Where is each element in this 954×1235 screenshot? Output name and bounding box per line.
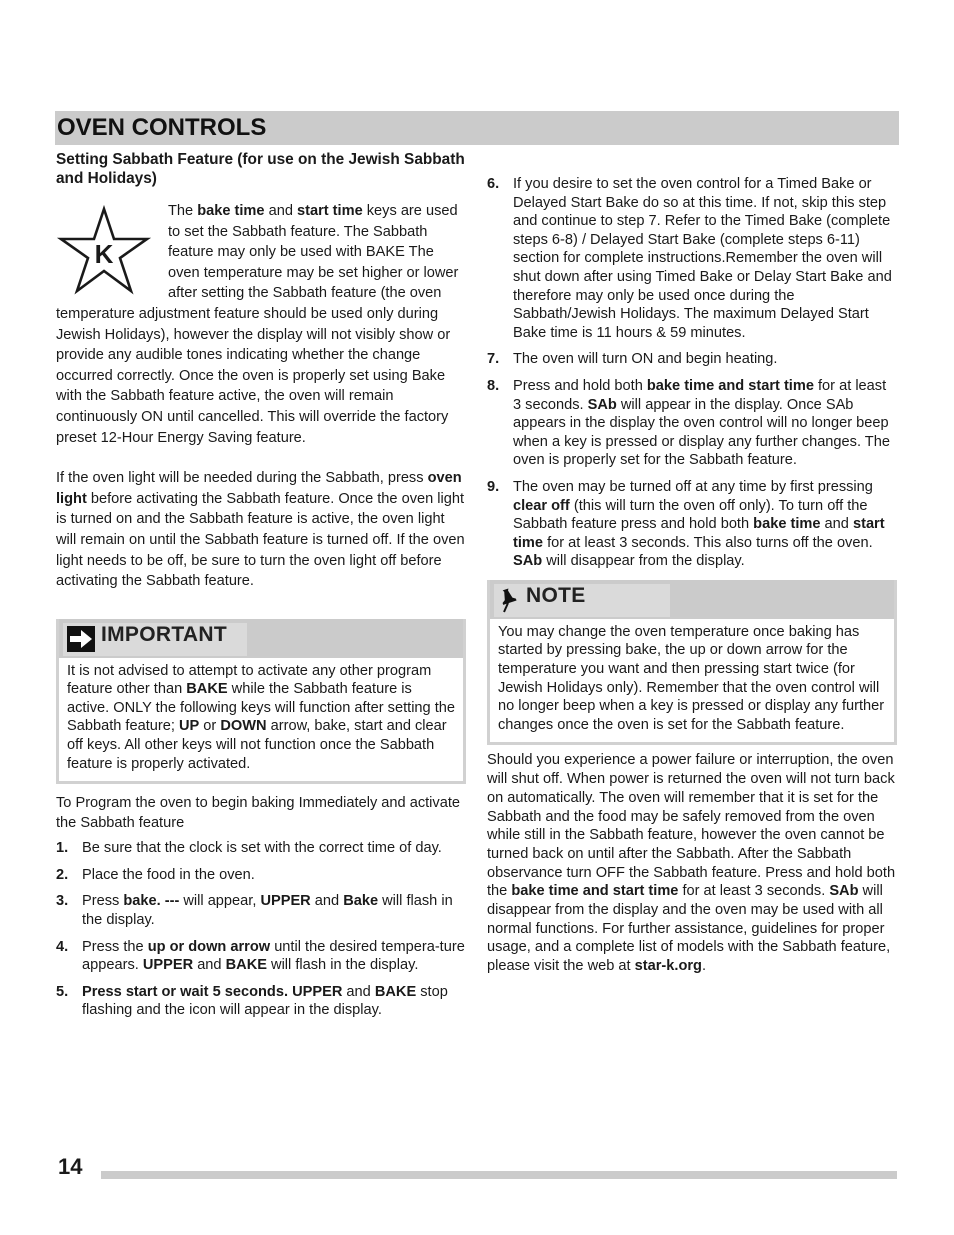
text-run: and [193,957,226,974]
note-text: You may change the oven temperature once baking has started by pressing bake, the up or down arrow for the temperature you want and then pressing start twice (for Jewish Holidays only). Remember that the oven control will no longer beep when a key is pressed or display any further changes once the oven is set for the Sabbath feature. [498,623,885,733]
step-item [487,175,897,342]
program-intro: To Program the oven to begin baking Immediately and activate the Sabbath feature [56,795,460,832]
step-text [82,938,466,975]
note-box [487,580,897,746]
bold-text: clear off [513,497,570,514]
step-number: 9. [487,478,500,495]
left-column [56,150,466,1028]
note-header [490,580,894,619]
step-number: 3. [56,893,69,910]
bold-text: start time [513,516,885,551]
step-text [82,892,466,929]
bold-text: BAKE [374,983,417,1000]
text-run: will disappear from the display and the oven may be used with all normal functions. For further assistance, guidelines for proper usage, and a complete list of models with the Sabbath feature, please visit the web at [487,883,891,975]
sabbath-heading: Setting Sabbath Feature (for use on the Jewish Sabbath and Holidays) [56,151,465,187]
bold-text: Press start or wait 5 seconds. UPPER [82,983,343,1000]
bold-text: SAb [513,553,543,570]
important-label: IMPORTANT [101,622,227,646]
text-run: will appear, [179,893,261,910]
text-run: will flash in the display. [82,893,453,929]
text-run: for at least 3 seconds. [513,377,887,413]
oven-light-paragraph [56,468,466,592]
text-run: . [701,958,707,975]
bold-text: BAKE [186,681,228,698]
text-run: arrow, bake, start and clear off keys. All other keys will not function once the Sabbath feature is properly activated. [67,718,447,772]
svg-text:K: K [94,239,114,269]
text-run: The [168,203,198,219]
bold-text: DOWN [220,718,267,735]
bold-text: Bake [343,893,379,910]
text-run: and [342,983,375,1000]
bold-text: start time [297,203,363,219]
bold-text: bake time and start time [646,377,814,394]
text-run: (this will turn the oven off only). To turn off the Sabbath feature press and hold both [513,497,868,533]
bold-text: SAb [829,883,859,900]
bold-text: up or down arrow [147,938,271,955]
bold-text: oven light [56,470,462,507]
step-text [82,866,466,885]
text-run: Press [82,893,124,910]
bold-text: UP [178,718,200,735]
step-item [487,478,897,571]
bold-text: UPPER [142,957,194,974]
text-run: It is not advised to attempt to activate any other program feature other than [67,662,432,698]
text-run: and [264,203,297,219]
text-run: stop flashing and the icon will appear in the display. [82,983,448,1019]
bold-text: star-k.org [634,958,702,975]
page-number: 14 [58,1154,83,1179]
bold-text: bake time [753,516,821,533]
important-header [59,619,463,658]
step-number: 5. [56,983,69,1000]
important-text [59,658,463,782]
footer-rule [101,1171,897,1179]
step-text [513,478,897,571]
bold-text: UPPER [260,893,311,910]
bold-text: bake time and start time [511,883,679,900]
text-run: Should you experience a power failure or interruption, the oven will shut off. When power is returned the oven will not turn back on automatically. The oven will remember that it is set for the Sabbath and the food may be safely removed from the oven while still in the Sabbath feature, however the oven cannot be turned back on until after the Sabbath. After the Sabbath observance turn OFF the Sabbath feature. Press and hold both the [487,752,896,900]
step-item [56,892,466,929]
text-run: will appear in the display. Once SAb appears in the display the oven control will no longer beep when a key is pressed or display any further changes. The oven is properly set for the Sabbath feature. [513,396,890,469]
step-number: 1. [56,840,69,857]
bold-text: SAb [587,396,617,413]
step-item [487,377,897,470]
important-box [56,619,466,785]
step-text [82,983,466,1020]
text-run: while the Sabbath feature is active. ONLY the following keys will function after setting the Sabbath feature; [67,681,456,735]
step-number: 7. [487,351,500,368]
left-steps-list [56,839,466,1020]
step-item [487,350,897,369]
step-text [513,175,897,342]
section-title-bar [55,111,899,145]
step-item [56,983,466,1020]
step-item [56,938,466,975]
star-k-logo [56,205,168,300]
note-label: NOTE [526,583,586,607]
text-run: until the desired tempera-ture appears. [82,938,465,974]
step-number: 8. [487,377,500,394]
text-run: Place the food in the oven. [82,866,255,883]
text-run: Press the [82,938,148,955]
star-k-icon [56,205,152,297]
text-run: before activating the Sabbath feature. Once the oven light is turned on and the Sabbath feature is active, the oven light will remain on until the Sabbath feature is turned off. If the oven light needs to be off, be sure to turn the oven light off before activating the Sabbath feature. [56,490,465,590]
text-run: keys are used to set the Sabbath feature. The Sabbath feature may only be used with BAKE The oven temperature may be set higher or lower after setting the Sabbath feature (the oven temperature adjustment feature should be used only during Jewish Holidays), however the display will not visibly show or provide any audible tones indicating whether the change occurred correctly. Once the oven is properly set using Bake with the Sabbath feature active, the oven will remain continuously ON until cancelled. This will override the factory preset 12-Hour Energy Saving feature. [56,203,459,446]
text-run: for at least 3 seconds. This also turns off the oven. [543,534,873,551]
text-run: and [820,516,853,533]
bold-text: BAKE [225,957,267,974]
step-item [56,866,466,885]
text-run: If you desire to set the oven control for a Timed Bake or Delayed Start Bake do so at this time. If not, skip this step and continue to step 7. Refer to the Timed Bake (complete steps 6-8) / Delayed Start Bake (complete steps 6-11) section for complete instructions.Remember the oven will shut down after using Timed Bake or Delay Start Bake and therefore may only be used once during the Sabbath/Jewish Holidays. The maximum Delayed Start Bake time is 11 hours & 59 minutes. [513,176,892,341]
step-item [56,839,466,858]
text-run: or [199,718,221,735]
text-run: Press and hold both [513,377,647,394]
right-steps-list [487,175,897,571]
step-text [82,839,466,858]
arrow-right-icon [67,626,95,658]
step-text [513,377,897,470]
text-run: will flash in the display. [266,957,419,974]
pushpin-icon [498,587,518,619]
text-run: If the oven light will be needed during the Sabbath, press [56,470,428,487]
page-title: OVEN CONTROLS [57,114,267,141]
right-column [487,175,897,976]
power-failure-paragraph [487,751,897,975]
text-run: will disappear from the display. [542,553,745,570]
text-run: for at least 3 seconds. [678,883,830,900]
step-number: 2. [56,866,69,883]
text-run: Be sure that the clock is set with the correct time of day. [82,840,442,857]
text-run: The oven may be turned off at any time by first pressing [513,478,873,495]
step-text [513,350,897,369]
text-run: and [310,893,344,910]
text-run: The oven will turn ON and begin heating. [513,351,778,368]
bold-text: bake. --- [123,893,180,910]
step-number: 4. [56,938,69,955]
step-number: 6. [487,176,500,192]
bold-text: bake time [197,203,265,219]
